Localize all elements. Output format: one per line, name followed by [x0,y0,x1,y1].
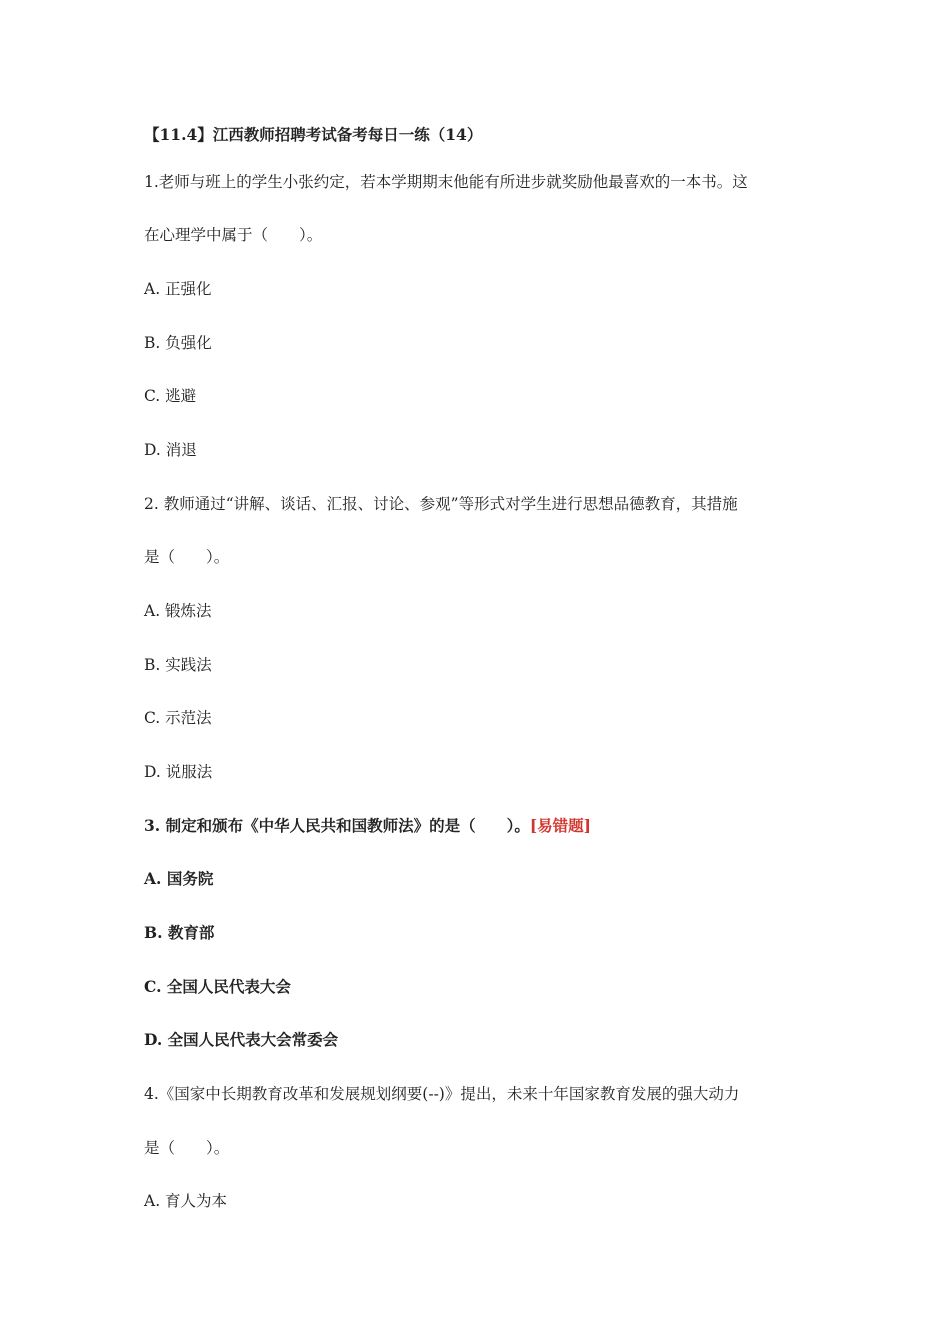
question-3-text [144,815,591,837]
question-3-option-d: D. 全国人民代表大会常委会 [144,1030,339,1049]
question-3-option-c: C. 全国人民代表大会 [144,977,291,996]
question-4-text-line-2: 是（ ）。 [144,1139,230,1157]
question-1-option-d: D. 消退 [144,441,197,459]
question-4-text-line-1: 4.《国家中长期教育改革和发展规划纲要(--)》提出，未来十年国家教育发展的强大动力 [144,1085,740,1103]
question-2-text-line-1: 2. 教师通过“讲解、谈话、汇报、讨论、参观”等形式对学生进行思想品德教育，其措施 [144,495,738,513]
question-3-text-body: 3. 制定和颁布《中华人民共和国教师法》的是（ ）。 [144,816,530,835]
question-2-option-d: D. 说服法 [144,763,213,781]
question-2-option-b: B. 实践法 [144,656,212,674]
question-2-option-c: C. 示范法 [144,709,212,727]
error-prone-tag: [易错题] [529,816,592,835]
question-2-option-a: A. 锻炼法 [144,602,212,620]
question-1-option-b: B. 负强化 [144,334,212,352]
question-3-option-a: A. 国务院 [144,869,214,888]
question-1-text-line-2: 在心理学中属于（ ）。 [144,226,323,244]
question-4-option-a: A. 育人为本 [144,1192,228,1210]
question-3-option-b: B. 教育部 [144,923,215,942]
question-1-text-line-1: 1.老师与班上的学生小张约定，若本学期期末他能有所进步就奖励他最喜欢的一本书。这 [144,173,748,191]
document-title: 【11.4】江西教师招聘考试备考每日一练（14） [144,125,483,144]
question-2-text-line-2: 是（ ）。 [144,548,230,566]
question-1-option-c: C. 逃避 [144,387,197,405]
question-1-option-a: A. 正强化 [144,280,212,298]
